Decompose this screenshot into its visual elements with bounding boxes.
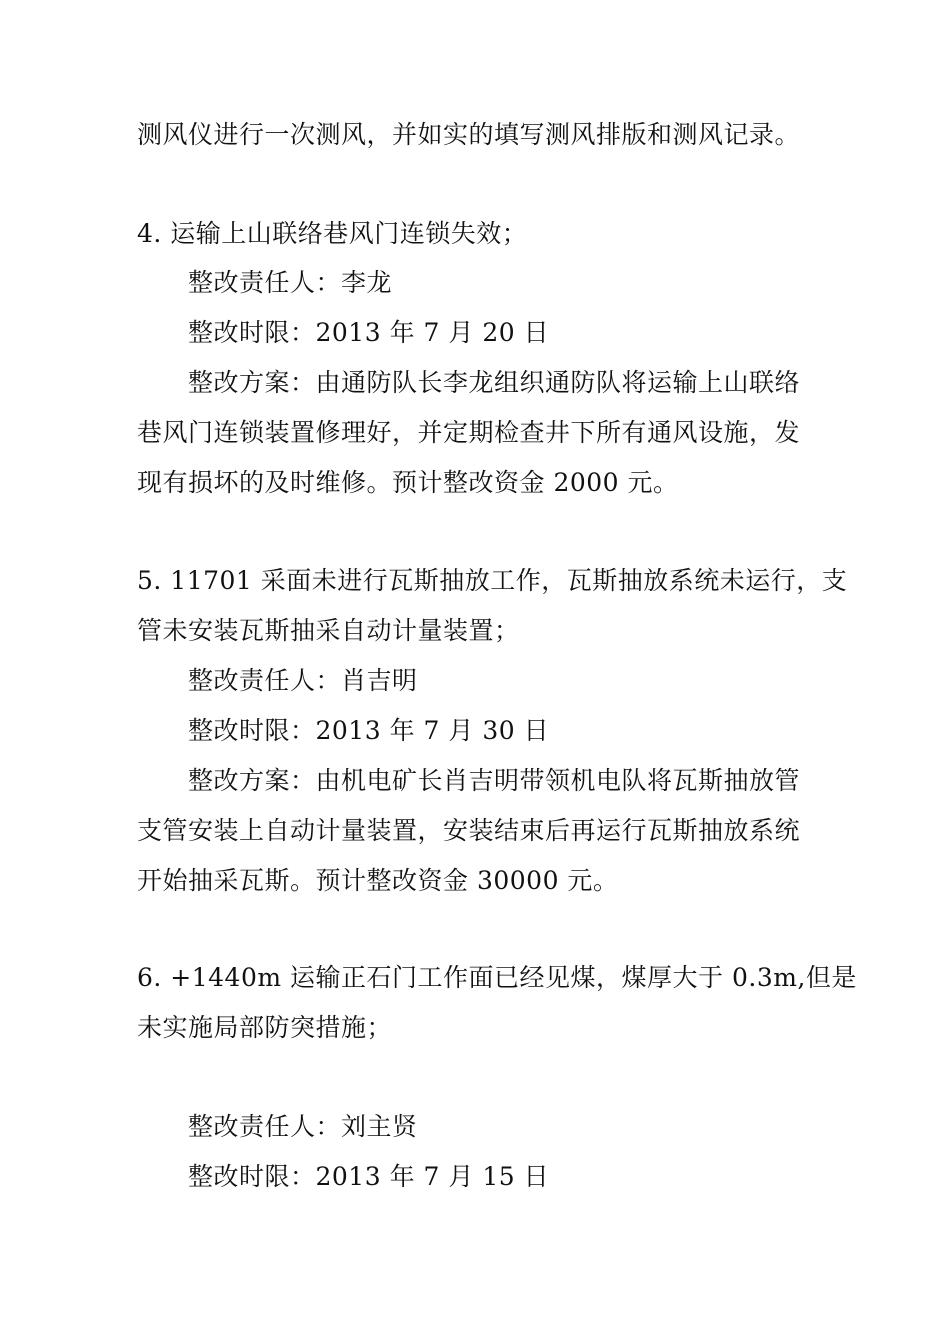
item-4-plan-line-1: 整改方案：由通防队长李龙组织通防队将运输上山联络 — [188, 368, 801, 397]
item-6-title-line-2: 未实施局部防突措施； — [137, 1013, 393, 1042]
item-4-title: 4. 运输上山联络巷风门连锁失效； — [137, 219, 528, 248]
item-6-responsible: 整改责任人：刘主贤 — [188, 1112, 418, 1141]
item-5-plan-line-2: 支管安装上自动计量装置，安装结束后再运行瓦斯抽放系统 — [137, 816, 801, 845]
intro-line: 测风仪进行一次测风，并如实的填写测风排版和测风记录。 — [137, 120, 801, 149]
item-4-deadline: 整改时限：2013 年 7 月 20 日 — [188, 318, 550, 347]
item-6-title-line-1: 6. +1440m 运输正石门工作面已经见煤，煤厚大于 0.3m,但是 — [137, 963, 857, 992]
item-5-responsible: 整改责任人：肖吉明 — [188, 666, 418, 695]
item-4-plan-line-3: 现有损坏的及时维修。预计整改资金 2000 元。 — [137, 468, 679, 497]
item-4-plan-line-2: 巷风门连锁装置修理好，并定期检查井下所有通风设施，发 — [137, 418, 801, 447]
item-5-title-line-2: 管未安装瓦斯抽采自动计量装置； — [137, 616, 520, 645]
item-5-deadline: 整改时限：2013 年 7 月 30 日 — [188, 716, 550, 745]
item-5-title-line-1: 5. 11701 采面未进行瓦斯抽放工作，瓦斯抽放系统未运行，支 — [137, 566, 848, 595]
item-5-plan-line-3: 开始抽采瓦斯。预计整改资金 30000 元。 — [137, 866, 619, 895]
item-4-responsible: 整改责任人：李龙 — [188, 268, 393, 297]
item-6-deadline: 整改时限：2013 年 7 月 15 日 — [188, 1162, 550, 1191]
item-5-plan-line-1: 整改方案：由机电矿长肖吉明带领机电队将瓦斯抽放管 — [188, 766, 801, 795]
